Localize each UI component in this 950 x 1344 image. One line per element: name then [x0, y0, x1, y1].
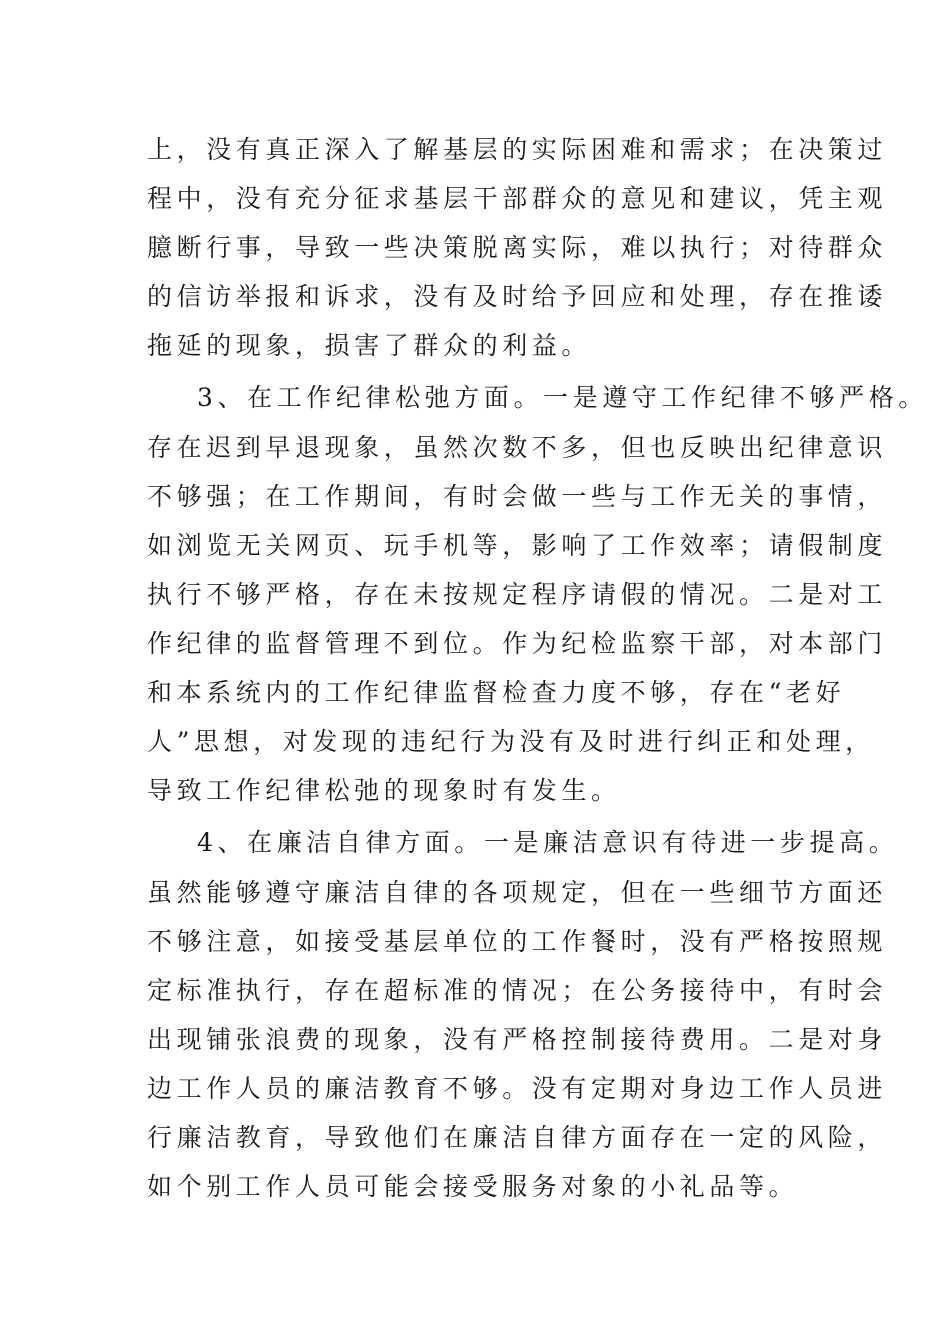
text-line: 臆断行事，导致一些决策脱离实际，难以执行；对待群众: [147, 233, 888, 262]
text-line: 和本系统内的工作纪律监督检查力度不够，存在“老好: [147, 678, 846, 707]
text-line: 虽然能够遵守廉洁自律的各项规定，但在一些细节方面还: [147, 878, 888, 907]
text-line: 出现铺张浪费的现象，没有严格控制接待费用。二是对身: [147, 1025, 888, 1054]
text-line: 拖延的现象，损害了群众的利益。: [147, 331, 592, 360]
text-line: 4、在廉洁自律方面。一是廉洁意识有待进一步提高。: [197, 828, 899, 857]
text-line: 不够注意，如接受基层单位的工作餐时，没有严格按照规: [147, 927, 888, 956]
text-line: 作纪律的监督管理不到位。作为纪检监察干部，对本部门: [147, 629, 888, 658]
text-line: 3、在工作纪律松弛方面。一是遵守工作纪律不够严格。: [197, 383, 928, 412]
text-line: 如浏览无关网页、玩手机等，影响了工作效率；请假制度: [147, 531, 888, 560]
text-line: 定标准执行，存在超标准的情况；在公务接待中，有时会: [147, 976, 888, 1005]
text-line: 行廉洁教育，导致他们在廉洁自律方面存在一定的风险，: [147, 1123, 888, 1152]
text-line: 程中，没有充分征求基层干部群众的意见和建议，凭主观: [147, 184, 888, 213]
text-line: 不够强；在工作期间，有时会做一些与工作无关的事情，: [147, 482, 888, 511]
text-line: 如个别工作人员可能会接受服务对象的小礼品等。: [147, 1172, 799, 1201]
text-line: 执行不够严格，存在未按规定程序请假的情况。二是对工: [147, 580, 888, 609]
text-line: 边工作人员的廉洁教育不够。没有定期对身边工作人员进: [147, 1074, 888, 1103]
text-line: 导致工作纪律松弛的现象时有发生。: [147, 776, 621, 805]
text-line: 人”思想，对发现的违纪行为没有及时进行纠正和处理，: [147, 727, 875, 756]
text-line: 存在迟到早退现象，虽然次数不多，但也反映出纪律意识: [147, 433, 888, 462]
text-line: 上，没有真正深入了解基层的实际困难和需求；在决策过: [147, 135, 888, 164]
text-line: 的信访举报和诉求，没有及时给予回应和处理，存在推诿: [147, 282, 888, 311]
